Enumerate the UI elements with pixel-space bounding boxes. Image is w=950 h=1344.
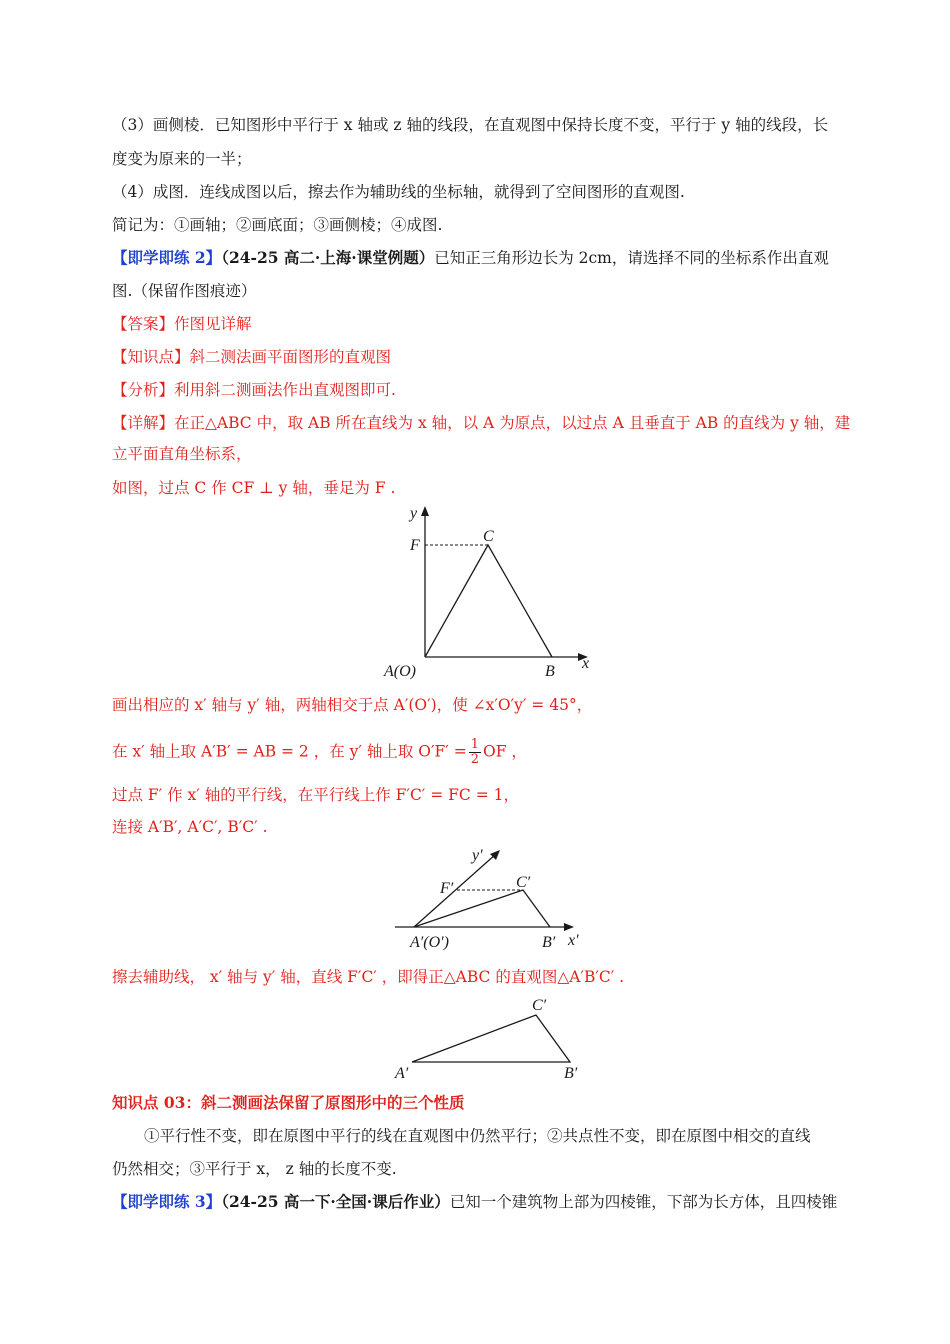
step-text: OF ， (482, 742, 527, 761)
fraction-numerator: 1 (470, 737, 479, 752)
text-line: 图.（保留作图痕迹） (112, 282, 257, 300)
exercise-3-line (112, 1191, 872, 1213)
fraction-denominator: 2 (470, 752, 479, 767)
label-y: y (410, 505, 418, 522)
label-x: x (582, 655, 590, 672)
label-c-prime: C′ (532, 997, 547, 1014)
text-line: （4）成图．连线成图以后，擦去作为辅助线的坐标轴，就得到了空间图形的直观图. (112, 183, 685, 201)
label-x-prime: x′ (568, 932, 579, 949)
figure-coordinate-triangle (370, 500, 610, 680)
step-line: 过点 F′ 作 x′ 轴的平行线，在平行线上作 F′C′ = FC = 1， (112, 786, 519, 804)
label-a-prime: A′ (395, 1065, 409, 1082)
step-line: 擦去辅助线， x′ 轴与 y′ 轴，直线 F′C′ ，即得正△ABC 的直观图△A′B′C′ . (112, 968, 625, 986)
text-line: ①平行性不变，即在原图中平行的线在直观图中仍然平行；②共点性不变，即在原图中相交的直线 (144, 1127, 811, 1145)
step-line: 画出相应的 x′ 轴与 y′ 轴，两轴相交于点 A′(O′)，使 ∠x′O′y′ = 45°， (112, 696, 593, 714)
text-line: 度变为原来的一半； (112, 150, 252, 168)
exercise-2-line (112, 247, 872, 269)
analysis-line: 【分析】利用斜二测画法作出直观图即可. (112, 381, 396, 399)
figure-oblique-axes (390, 845, 590, 955)
knowledge-point-line: 【知识点】斜二测法画平面图形的直观图 (112, 348, 392, 366)
label-b-prime: B′ (564, 1065, 578, 1082)
label-c: C (483, 528, 494, 545)
exercise-3-tag: 【即学即练 3】 (112, 1192, 222, 1211)
label-f-prime: F′ (440, 880, 454, 897)
detail-line: 【详解】在正△ABC 中，取 AB 所在直线为 x 轴，以 A 为原点，以过点 A 且垂直于 AB 的直线为 y 轴，建 (112, 414, 851, 432)
label-y-prime: y′ (472, 847, 483, 864)
label-a-o: A(O) (384, 663, 416, 680)
exercise-3-question: 已知一个建筑物上部为四棱锥，下部为长方体，且四棱锥 (449, 1193, 838, 1211)
x-prime-axis-arrow (564, 923, 574, 931)
text-line: （3）画侧棱．已知图形中平行于 x 轴或 z 轴的线段，在直观图中保持长度不变，平行于 y 轴的线段，长 (112, 116, 829, 134)
detail-line: 立平面直角坐标系， (112, 445, 252, 463)
y-axis-arrow (421, 506, 429, 516)
triangle-final (412, 1015, 570, 1062)
figure-final-triangle (390, 990, 590, 1085)
label-b: B (545, 663, 555, 680)
detail-line: 如图，过点 C 作 CF ⊥ y 轴，垂足为 F . (112, 479, 396, 497)
triangle-abc (425, 545, 552, 657)
exercise-3-source: （24-25 高一下·全国·课后作业） (221, 1192, 450, 1211)
label-f: F (410, 537, 420, 554)
exercise-2-question: 已知正三角形边长为 2cm，请选择不同的坐标系作出直观 (434, 249, 829, 267)
exercise-2-tag: 【即学即练 2】 (112, 248, 222, 267)
text-line: 仍然相交；③平行于 x， z 轴的长度不变. (112, 1160, 397, 1178)
step-line (112, 738, 872, 767)
knowledge-point-03-heading: 知识点 03：斜二测画法保留了原图形中的三个性质 (112, 1093, 465, 1112)
step-text: 在 x′ 轴上取 A′B′ = AB = 2 ，在 y′ 轴上取 O′F′ = (112, 742, 467, 761)
answer-line: 【答案】作图见详解 (112, 315, 252, 333)
label-b-prime: B′ (542, 934, 556, 951)
exercise-2-source: （24-25 高二·上海·课堂例题） (221, 248, 435, 267)
fraction-one-half (469, 738, 481, 767)
label-a-o-prime: A′(O′) (410, 934, 449, 951)
text-line: 简记为：①画轴；②画底面；③画侧棱；④成图. (112, 216, 443, 234)
step-line: 连接 A′B′, A′C′, B′C′ . (112, 818, 268, 836)
label-c-prime: C′ (516, 874, 531, 891)
